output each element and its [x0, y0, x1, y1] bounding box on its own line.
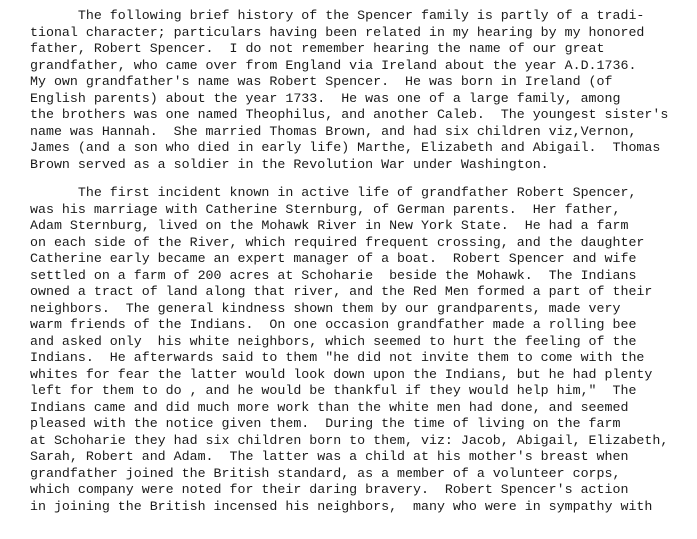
text-line: James (and a son who died in early life) Marthe, Elizabeth and Abigail. Thomas: [30, 140, 661, 155]
text-line: pleased with the notice given them. During the time of living on the farm: [30, 416, 621, 431]
text-line: in joining the British incensed his neighbors, many who were in sympathy with: [30, 498, 653, 514]
text-line: name was Hannah. She married Thomas Brown, and had six children viz,Vernon,: [30, 123, 637, 139]
text-line: which company were noted for their daring bravery. Robert Spencer's action: [30, 482, 629, 497]
text-line: at Schoharie they had six children born to them, viz: Jacob, Abigail, Elizabeth,: [30, 432, 669, 448]
text-line: Indians came and did much more work than the white men had done, and seemed: [30, 399, 629, 415]
text-line: on each side of the River, which required frequent crossing, and the daughter: [30, 234, 645, 250]
text-line: Brown served as a soldier in the Revolution War under Washington.: [30, 156, 549, 172]
text-line: My own grandfather's name was Robert Spencer. He was born in Ireland (of: [30, 74, 613, 89]
text-line: tional character; particulars having been related in my hearing by my honored: [30, 24, 645, 40]
paragraph-family-history-intro: [30, 8, 690, 173]
text-line: grandfather, who came over from England via Ireland about the year A.D.1736.: [30, 57, 637, 73]
text-line: Indians. He afterwards said to them "he did not invite them to come with the: [30, 350, 645, 365]
text-line: owned a tract of land along that river, and the Red Men formed a part of their: [30, 284, 653, 299]
text-line: father, Robert Spencer. I do not remember hearing the name of our great: [30, 41, 605, 56]
text-line: Adam Sternburg, lived on the Mohawk River in New York State. He had a farm: [30, 218, 629, 233]
text-line: English parents) about the year 1733. He was one of a large family, among: [30, 90, 621, 106]
text-line: grandfather joined the British standard, as a member of a volunteer corps,: [30, 465, 621, 481]
text-line: Catherine early became an expert manager of a boat. Robert Spencer and wife: [30, 251, 637, 266]
text-line: neighbors. The general kindness shown them by our grandparents, made very: [30, 300, 621, 316]
text-line: Sarah, Robert and Adam. The latter was a child at his mother's breast when: [30, 449, 629, 464]
document-page: [30, 8, 690, 515]
text-line: whites for fear the latter would look down upon the Indians, but he had plenty: [30, 366, 653, 382]
text-line: warm friends of the Indians. On one occasion grandfather made a rolling bee: [30, 317, 637, 332]
text-line: and asked only his white neighbors, which seemed to hurt the feeling of the: [30, 333, 637, 349]
text-line: was his marriage with Catherine Sternburg, of German parents. Her father,: [30, 201, 621, 217]
text-line: the brothers was one named Theophilus, and another Caleb. The youngest sister's: [30, 107, 669, 122]
text-line: The following brief history of the Spencer family is partly of a tradi-: [30, 8, 645, 23]
text-line: left for them to do , and he would be thankful if they would help him," The: [30, 383, 637, 398]
text-line: settled on a farm of 200 acres at Schoharie beside the Mohawk. The Indians: [30, 267, 637, 283]
text-line: The first incident known in active life of grandfather Robert Spencer,: [30, 185, 637, 200]
paragraph-grandfather-life: [30, 185, 690, 515]
